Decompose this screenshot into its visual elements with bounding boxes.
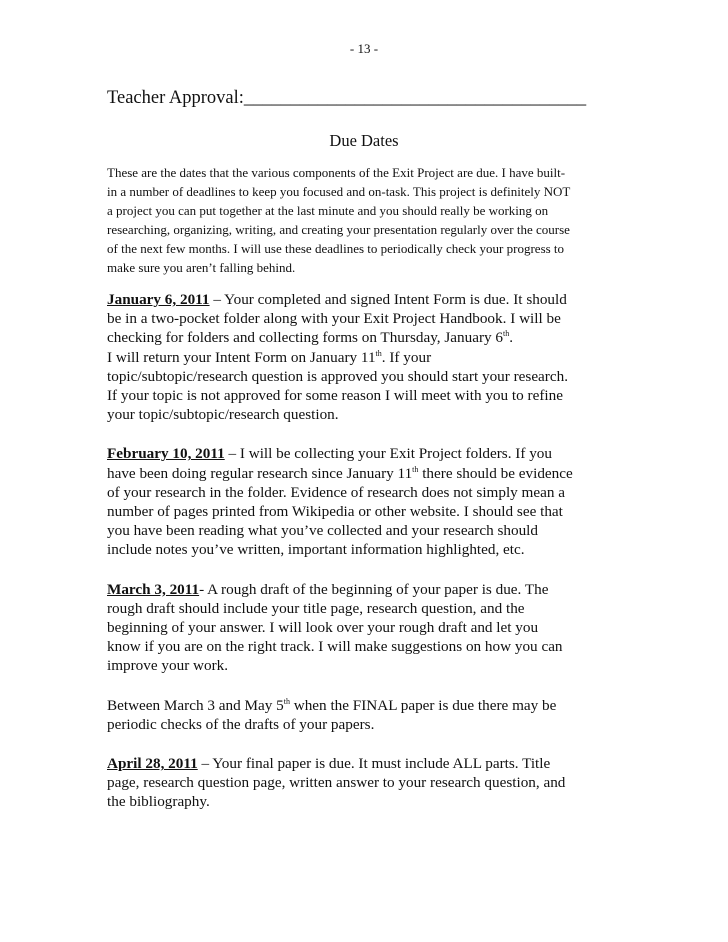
entry-line: of your research in the folder. Evidence of research does not simply mean a xyxy=(107,483,565,501)
entry-text: – Your final paper is due. It must include ALL parts. Title xyxy=(197,755,551,773)
periodic-checks-note xyxy=(107,696,621,734)
entry-line xyxy=(107,696,621,715)
due-date-entry-january xyxy=(107,290,621,424)
entry-line: your topic/subtopic/research question. xyxy=(107,406,339,424)
due-date-list xyxy=(107,290,621,832)
intro-line: These are the dates that the various components of the Exit Project are due. I have built- xyxy=(107,165,566,180)
intro-line: a project you can put together at the last minute and you should really be working on xyxy=(107,203,549,218)
entry-text: – Your completed and signed Intent Form is due. It should xyxy=(209,291,567,308)
entry-line: improve your work. xyxy=(107,657,229,675)
entry-line xyxy=(107,290,621,309)
entry-text: - A rough draft of the beginning of your paper is due. The xyxy=(199,580,549,598)
entry-text: there should be evidence xyxy=(418,464,573,482)
entry-line xyxy=(107,444,621,463)
entry-text: . xyxy=(509,329,514,347)
entry-line: beginning of your answer. I will look over your rough draft and let you xyxy=(107,619,539,637)
entry-text: – I will be collecting your Exit Project folders. If you xyxy=(224,445,552,463)
entry-line xyxy=(107,464,621,483)
entry-line: you have been reading what you’ve collected and your research should xyxy=(107,522,538,540)
ordinal-suffix: th xyxy=(412,464,419,474)
intro-line: of the next few months. I will use these deadlines to periodically check your progress to xyxy=(107,241,565,256)
entry-text: Between March 3 and May 5 xyxy=(107,696,284,714)
heading-text: Due Dates xyxy=(329,131,399,150)
entry-line: number of pages printed from Wikipedia or other website. I should see that xyxy=(107,503,563,521)
entry-line: include notes you’ve written, important information highlighted, etc. xyxy=(107,541,525,559)
entry-text: checking for folders and collecting forms on Thursday, January 6 xyxy=(107,329,504,347)
due-date-label: February 10, 2011 xyxy=(107,445,225,463)
entry-text: . If your xyxy=(381,348,432,366)
intro-line: in a number of deadlines to keep you focused and on-task. This project is definitely NOT xyxy=(107,184,571,199)
intro-line: researching, organizing, writing, and creating your presentation regularly over the course xyxy=(107,222,570,237)
due-date-label: January 6, 2011 xyxy=(107,291,210,308)
entry-line xyxy=(107,580,621,599)
entry-line: page, research question page, written answer to your research question, and xyxy=(107,774,566,792)
entry-line xyxy=(107,328,621,347)
page-number: - 13 - xyxy=(349,41,379,56)
due-date-label: March 3, 2011 xyxy=(107,580,200,598)
ordinal-suffix: th xyxy=(283,696,290,706)
intro-paragraph xyxy=(107,163,621,277)
entry-text: have been doing regular research since January 11 xyxy=(107,464,413,482)
entry-line xyxy=(107,754,621,773)
entry-line: rough draft should include your title page, research question, and the xyxy=(107,599,525,617)
entry-line: If your topic is not approved for some reason I will meet with you to refine xyxy=(107,387,563,405)
due-date-entry-april xyxy=(107,754,621,812)
entry-line: periodic checks of the drafts of your papers. xyxy=(107,715,375,733)
ordinal-suffix: th xyxy=(375,348,382,358)
ordinal-suffix: th xyxy=(503,329,510,339)
entry-line: know if you are on the right track. I will make suggestions on how you can xyxy=(107,638,563,656)
teacher-approval-line: Teacher Approval:_____________________________________ xyxy=(107,88,587,108)
entry-line: the bibliography. xyxy=(107,793,210,811)
entry-line: topic/subtopic/research question is approved you should start your research. xyxy=(107,367,568,385)
due-date-label: April 28, 2011 xyxy=(107,755,198,773)
entry-line: be in a two-pocket folder along with your Exit Project Handbook. I will be xyxy=(107,310,561,328)
due-date-entry-february xyxy=(107,444,621,559)
page-heading xyxy=(0,131,728,151)
intro-line: make sure you aren’t falling behind. xyxy=(107,260,296,275)
due-date-entry-march xyxy=(107,580,621,676)
entry-text: I will return your Intent Form on January 11 xyxy=(107,348,376,366)
entry-text: when the FINAL paper is due there may be xyxy=(289,696,557,714)
entry-line xyxy=(107,348,621,367)
